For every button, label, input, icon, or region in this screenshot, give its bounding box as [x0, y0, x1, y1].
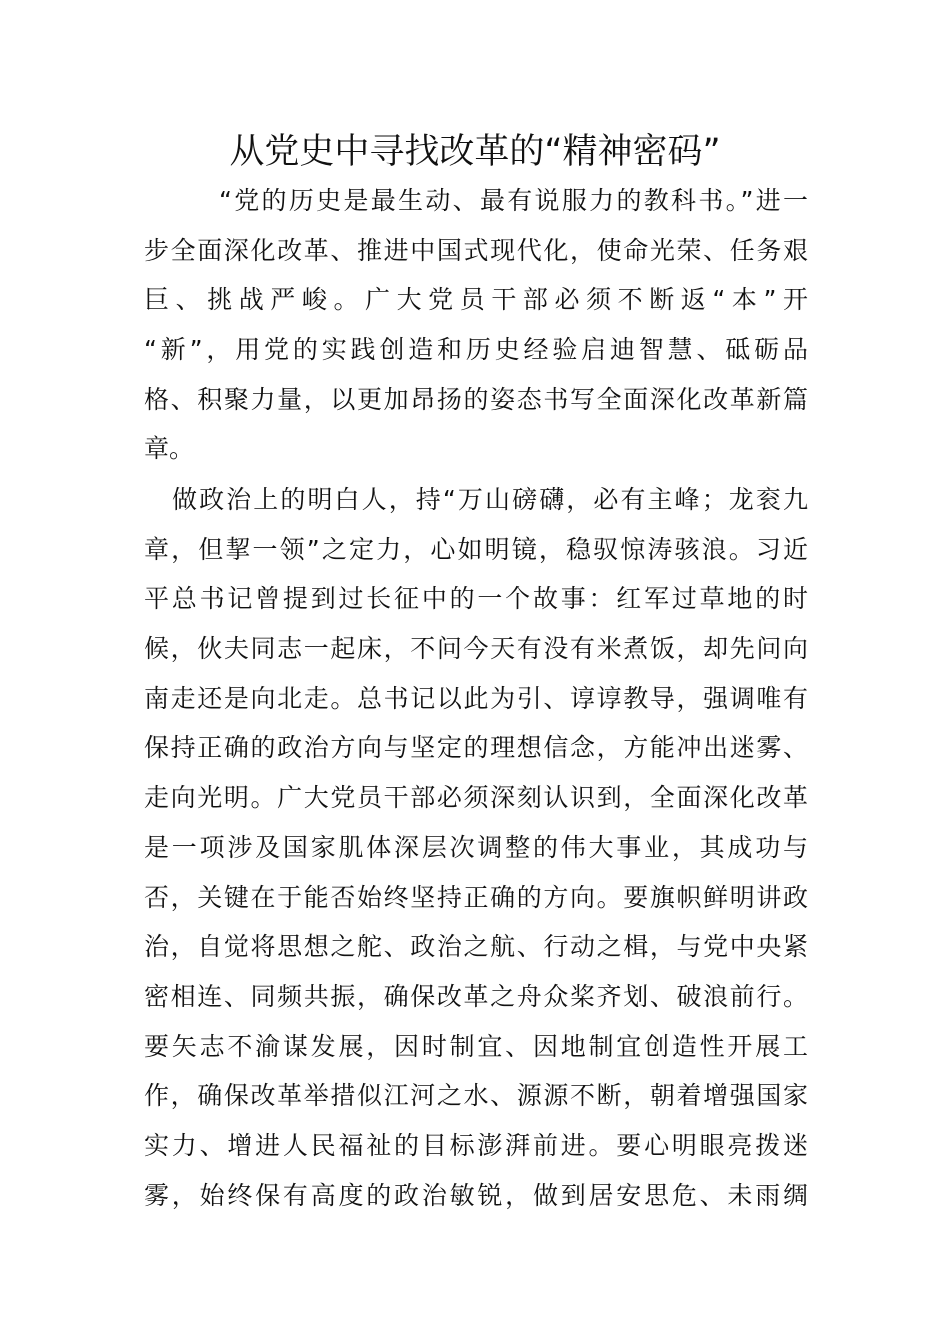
text-line: 巨、挑战严峻。广大党员干部必须不断返“本”开	[144, 285, 808, 315]
text-line: 要矢志不渝谋发展，因时制宜、因地制宜创造性开展工	[144, 1031, 808, 1061]
text-line: 平总书记曾提到过长征中的一个故事：红军过草地的时	[144, 584, 808, 614]
text-line: 候，伙夫同志一起床，不问今天有没有米煮饭，却先问向	[144, 634, 808, 664]
paragraph-1	[144, 176, 808, 474]
text-line: 走向光明。广大党员干部必须深刻认识到，全面深化改革	[144, 783, 808, 813]
text-line: 治，自觉将思想之舵、政治之航、行动之楫，与党中央紧	[144, 932, 808, 962]
text-line: 是一项涉及国家肌体深层次调整的伟大事业，其成功与	[144, 832, 808, 862]
text-line: 做政治上的明白人，持“万山磅礴，必有主峰；龙衮九	[172, 485, 808, 514]
paragraph-2	[144, 475, 808, 1220]
text-line: 步全面深化改革、推进中国式现代化，使命光荣、任务艰	[144, 235, 808, 265]
text-line: 雾，始终保有高度的政治敏锐，做到居安思危、未雨绸	[144, 1180, 808, 1210]
document-title: 从党史中寻找改革的“精神密码”	[229, 132, 721, 172]
text-line: “党的历史是最生动、最有说服力的教科书。”进一	[219, 186, 808, 215]
text-line: 否，关键在于能否始终坚持正确的方向。要旗帜鲜明讲政	[144, 882, 808, 912]
text-line: 密相连、同频共振，确保改革之舟众桨齐划、破浪前行。	[144, 981, 808, 1011]
text-line: 格、积聚力量，以更加昂扬的姿态书写全面深化改革新篇	[144, 384, 808, 414]
text-line: “新”，用党的实践创造和历史经验启迪智慧、砥砺品	[144, 335, 808, 365]
text-line: 实力、增进人民福祉的目标澎湃前进。要心明眼亮拨迷	[144, 1130, 808, 1160]
text-line: 作，确保改革举措似江河之水、源源不断，朝着增强国家	[144, 1081, 808, 1111]
text-line: 章，但挈一领”之定力，心如明镜，稳驭惊涛骇浪。习近	[144, 534, 808, 564]
text-line: 保持正确的政治方向与坚定的理想信念，方能冲出迷雾、	[144, 733, 808, 763]
text-line: 章。	[144, 434, 195, 464]
text-line: 南走还是向北走。总书记以此为引、谆谆教导，强调唯有	[144, 683, 808, 713]
